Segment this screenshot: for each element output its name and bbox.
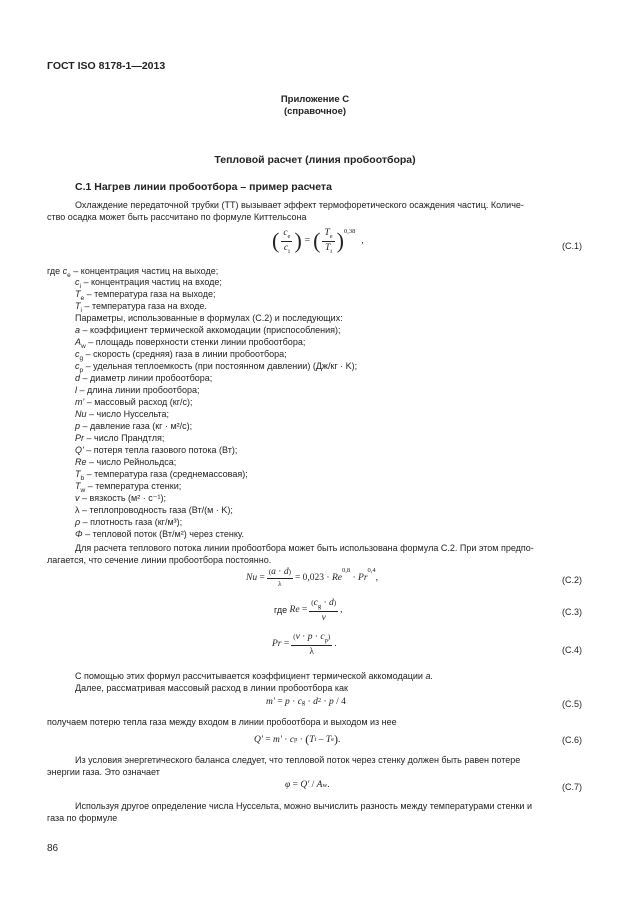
definition-nu: Nu – число Нуссельта; <box>75 409 169 419</box>
paragraph-accommodation: С помощью этих формул рассчитывается коэффициент термической аккомодации a. <box>75 671 433 681</box>
definition-cg: $c_g$ – скорость (средняя) газа в линии пробоотбора; <box>75 349 287 362</box>
formula-c4: Pr = $\frac{(\nu \cdot p \cdot c_p)}{\lambda}$ . <box>272 632 337 657</box>
equation-number-c7: (С.7) <box>562 782 582 792</box>
definition-d: d – диаметр линии пробоотбора; <box>75 373 213 383</box>
paragraph-balance-line-2: энергии газа. Это означает <box>47 767 160 777</box>
paragraph-c2-line-2: лагается, что сечение линии пробоотбора постоянно. <box>47 555 272 565</box>
definition-cp: $c_p$ – удельная теплоемкость (при постоянном давлении) (Дж/кг · K); <box>75 361 358 374</box>
paragraph-heat-loss: получаем потерю тепла газа между входом в линии пробоотбора и выходом из нее <box>47 717 397 727</box>
formula-c3: где Re = $\frac{(c_g \cdot d)}{\nu}$ , <box>274 598 343 623</box>
page-number: 86 <box>47 843 59 854</box>
definition-ce: где $c_e$ – концентрация частиц на выходе; <box>47 266 219 279</box>
paragraph-c2-line-1: Для расчета теплового потока линии пробоотбора может быть использована формула С.2. При этом предпо- <box>75 543 534 553</box>
definition-ci: $c_i$ – концентрация частиц на входе; <box>75 277 222 290</box>
document-title: Тепловой расчет (линия пробоотбора) <box>214 154 416 166</box>
intro-line-1: Охлаждение передаточной трубки (ТТ) вызывает эффект термофоретического осаждения частиц. Количе- <box>75 200 524 210</box>
appendix-title: Приложение С <box>280 94 350 105</box>
formula-c7: φ = Q' / A w . <box>285 780 330 790</box>
document-header: ГОСТ ISO 8178-1—2013 <box>47 60 166 72</box>
appendix-subtitle: (справочное) <box>283 106 347 117</box>
paragraph-balance-line-1: Из условия энергетического баланса следует, что тепловой поток через стенку должен быть равен потере <box>75 755 521 765</box>
equation-number-c6: (С.6) <box>562 735 582 745</box>
equation-number-c1: (С.1) <box>562 241 582 251</box>
definition-rho: ρ – плотность газа (кг/м³); <box>75 517 183 527</box>
formula-c6: Q' = m' · c p · ( T i – T e ) . <box>254 732 341 746</box>
parameters-intro: Параметры, использованные в формулах (С.2) и последующих: <box>75 313 343 323</box>
paragraph-nusselt-line-1: Используя другое определение числа Нуссельта, можно вычислить разность между температурами стенки и <box>75 801 532 811</box>
definition-lambda: λ – теплопроводность газа (Вт/(м · K); <box>75 505 233 515</box>
equation-number-c2: (С.2) <box>562 575 582 585</box>
definition-a: a – коэффициент термической аккомодации (приспособления); <box>75 325 341 335</box>
definition-v: v – вязкость (м² · с⁻¹); <box>75 493 166 503</box>
definition-re: Re – число Рейнольдса; <box>75 457 177 467</box>
definition-aw: $A_w$ – площадь поверхности стенки линии пробоотбора; <box>75 337 306 350</box>
definition-phi: Φ – тепловой поток (Вт/м²) через стенку. <box>75 529 244 539</box>
definition-ti: $T_i$ – температура газа на входе. <box>75 301 207 314</box>
equation-number-c5: (С.5) <box>562 699 582 709</box>
definition-l: l – длина линии пробоотбора; <box>75 385 200 395</box>
definition-pr: Pr – число Прандтля; <box>75 433 165 443</box>
definition-q: Q' – потеря тепла газового потока (Вт); <box>75 445 238 455</box>
equation-number-c3: (С.3) <box>562 607 582 617</box>
paragraph-mass-flow: Далее, рассматривая массовый расход в линии пробоотбора как <box>75 683 348 693</box>
definition-m: m' – массовый расход (кг/с); <box>75 397 193 407</box>
definition-te: $T_e$ – температура газа на выходе; <box>75 289 216 302</box>
formula-c2: Nu = $\frac{(a \cdot d)}{\lambda}$ = 0,023 · Re $^{0,8}$ · Pr $^{0,4}$ , <box>246 567 379 588</box>
definition-tb: $T_b$ – температура газа (среднемассовая); <box>75 469 248 482</box>
definition-p: p – давление газа (кг · м²/с); <box>75 421 193 431</box>
paragraph-nusselt-line-2: газа по формуле <box>47 813 118 823</box>
intro-line-2: ство осадка может быть рассчитано по формуле Киттельсона <box>47 212 307 222</box>
section-heading: С.1 Нагрев линии пробоотбора – пример расчета <box>75 181 332 193</box>
equation-number-c4: (С.4) <box>562 645 582 655</box>
formula-c1: ( $\frac{c_e}{c_i}$ ) = ( $\frac{T_e}{T_i}$ ) $^{0,38}$ , <box>272 228 364 255</box>
formula-c5: m' = p · c g · d 2 · p / 4 <box>266 697 346 707</box>
definition-tw: $T_w$ – температура стенки; <box>75 481 182 494</box>
